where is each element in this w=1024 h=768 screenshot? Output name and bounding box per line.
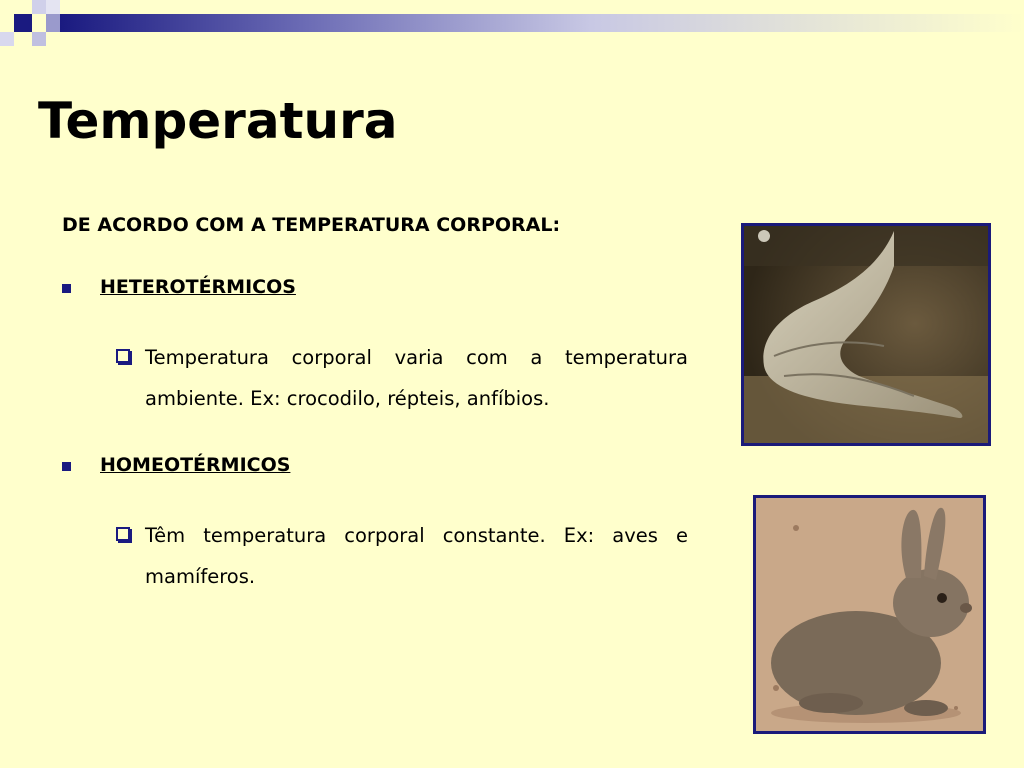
header-gradient-band (60, 14, 1024, 32)
sub-bullet-heterotermicos (116, 337, 688, 419)
rabbit-photo (753, 495, 986, 734)
square-bullet-icon (62, 462, 71, 471)
crocodile-photo (741, 223, 991, 446)
hollow-square-bullet-icon (116, 349, 130, 363)
deco-square (46, 14, 60, 32)
hollow-square-bullet-icon (116, 527, 130, 541)
rabbit-image (756, 498, 983, 731)
slide-title: Temperatura (38, 92, 398, 150)
slide-lead-text: DE ACORDO COM A TEMPERATURA CORPORAL: (62, 214, 561, 236)
bullet-heading: HOMEOTÉRMICOS (100, 454, 291, 476)
deco-square (0, 32, 14, 46)
bullet-heading: HETEROTÉRMICOS (100, 276, 296, 298)
square-bullet-icon (62, 284, 71, 293)
deco-square (32, 0, 46, 14)
header-decoration (0, 0, 1024, 64)
sub-bullet-homeotermicos (116, 515, 688, 597)
crocodile-image (744, 226, 988, 443)
sub-bullet-text: Têm temperatura corporal constante. Ex: aves e mamíferos. (145, 524, 688, 588)
deco-square (14, 14, 32, 32)
deco-square (46, 0, 60, 14)
sub-bullet-text: Temperatura corporal varia com a temperatura ambiente. Ex: crocodilo, répteis, anfíbios. (145, 346, 688, 410)
deco-square (32, 32, 46, 46)
